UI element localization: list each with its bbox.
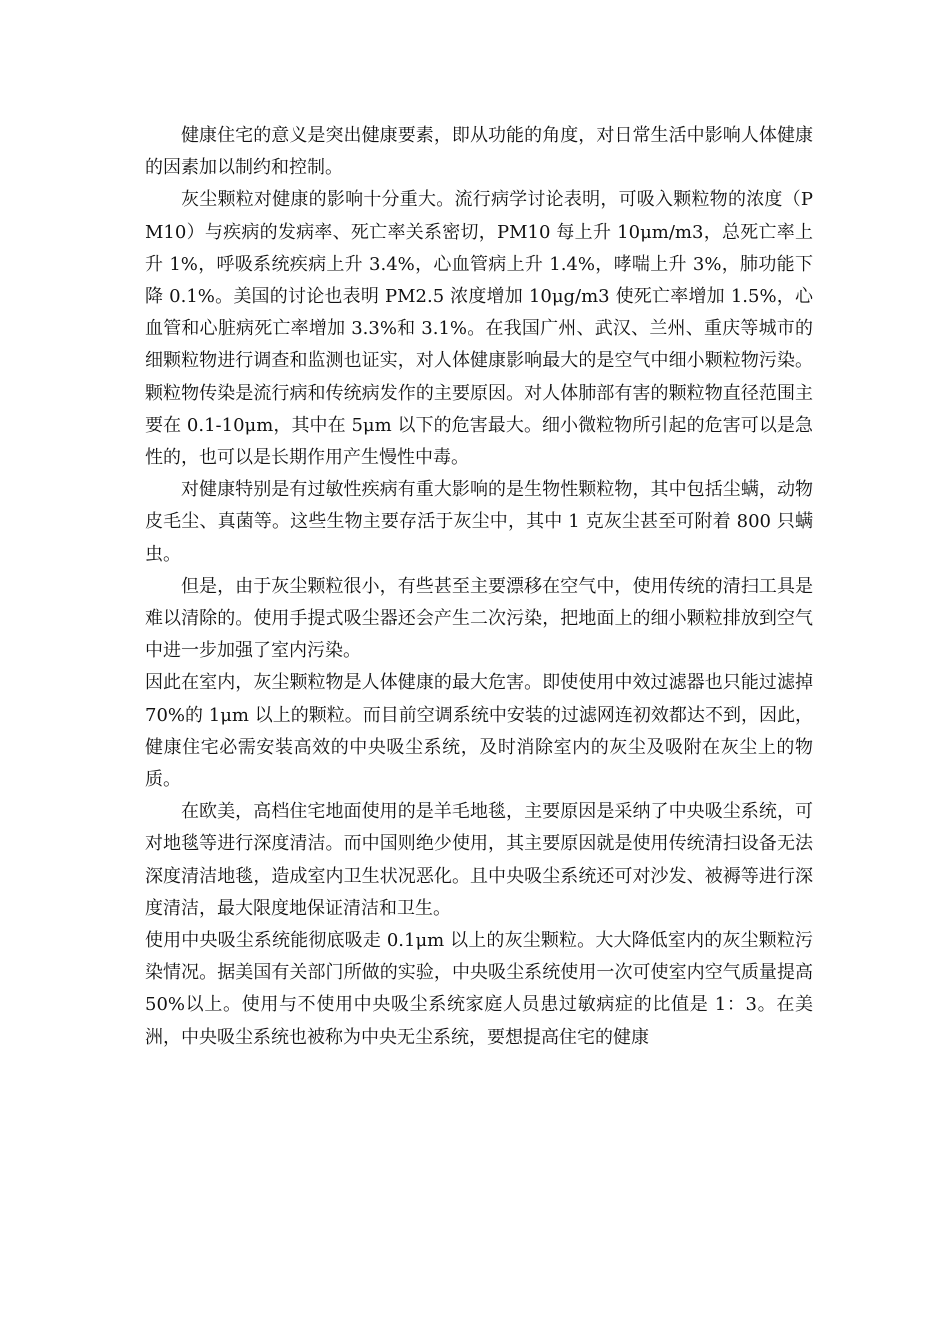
paragraph-indoor-dust-hazard: 因此在室内，灰尘颗粒物是人体健康的最大危害。即使使用中效过滤器也只能过滤掉 70%的 1μm 以上的颗粒。而目前空调系统中安装的过滤网连初效都达不到，因此，健康住宅必需安装高效的中央吸尘系统，及时消除室内的灰尘及吸附在灰尘上的物质。 [145, 672, 813, 791]
paragraph-healthy-housing-meaning: 健康住宅的意义是突出健康要素，即从功能的角度，对日常生活中影响人体健康的因素加以制约和控制。 [145, 125, 813, 179]
paragraph-central-vacuum-benefits: 使用中央吸尘系统能彻底吸走 0.1μm 以上的灰尘颗粒。大大降低室内的灰尘颗粒污染情况。据美国有关部门所做的实验，中央吸尘系统使用一次可使室内空气质量提高 50%以上。使用与不使用中央吸尘系统家庭人员患过敏病症的比值是 1：3。在美洲，中央吸尘系统也被称为中央无尘系统，要想提高住宅的健康 [145, 930, 813, 1048]
paragraph-dust-particle-health-impact: 灰尘颗粒对健康的影响十分重大。流行病学讨论表明，可吸入颗粒物的浓度（PM10）与疾病的发病率、死亡率关系密切，PM10 每上升 10μm/m3，总死亡率上升 1%，呼吸系统疾病上升 3.4%，心血管病上升 1.4%，哮喘上升 3%，肺功能下降 0.1%。美国的讨论也表明 PM2.5 浓度增加 10μg/m3 使死亡率增加 1.5%，心血管和心脏病死亡率增加 3.3%和 3.1%。在我国广州、武汉、兰州、重庆等城市的细颗粒物进行调查和监测也证实，对人体健康影响最大的是空气中细小颗粒物污染。颗粒物传染是流行病和传统病发作的主要原因。对人体肺部有害的颗粒物直径范围主要在 0.1-10μm，其中在 5μm 以下的危害最大。细小微粒物所引起的危害可以是急性的，也可以是长期作用产生慢性中毒。 [145, 189, 813, 469]
paragraph-europe-america-carpets: 在欧美，高档住宅地面使用的是羊毛地毯，主要原因是采纳了中央吸尘系统，可对地毯等进行深度清洁。而中国则绝少使用，其主要原因就是使用传统清扫设备无法深度清洁地毯，造成室内卫生状况恶化。且中央吸尘系统还可对沙发、被褥等进行深度清洁，最大限度地保证清洁和卫生。 [145, 801, 813, 919]
paragraph-biological-particles: 对健康特别是有过敏性疾病有重大影响的是生物性颗粒物，其中包括尘螨，动物皮毛尘、真菌等。这些生物主要存活于灰尘中，其中 1 克灰尘甚至可附着 800 只螨虫。 [145, 479, 813, 565]
document-body [145, 120, 813, 1054]
paragraph-traditional-cleaning-limits: 但是，由于灰尘颗粒很小，有些甚至主要漂移在空气中，使用传统的清扫工具是难以清除的。使用手提式吸尘器还会产生二次污染，把地面上的细小颗粒排放到空气中进一步加强了室内污染。 [145, 575, 813, 662]
